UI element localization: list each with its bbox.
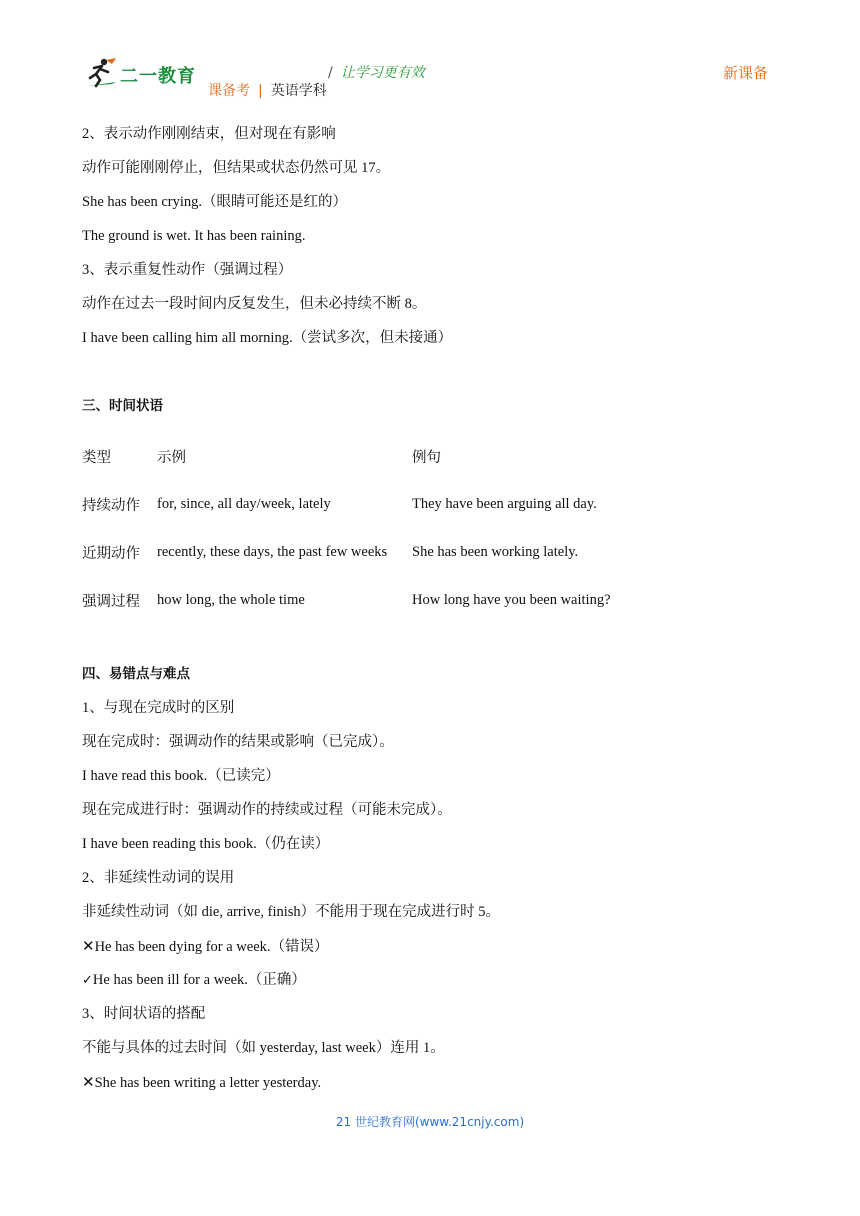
- logo: [82, 56, 196, 92]
- right-example: [82, 972, 782, 989]
- table-cell: for, since, all day/week, lately: [157, 495, 331, 512]
- table-cell: recently, these days, the past few weeks: [157, 543, 388, 560]
- table-row: [82, 528, 782, 576]
- wrong-example: [82, 1074, 782, 1091]
- text-line: She has been crying.（眼睛可能还是红的）: [82, 194, 347, 210]
- spacer: [82, 624, 782, 666]
- table-row: [82, 576, 782, 624]
- text-line: 现在完成时：强调动作的结果或影响（已完成）。: [82, 734, 394, 750]
- runner-logo-icon: [82, 56, 122, 90]
- table-cell: 持续动作: [82, 497, 140, 514]
- table-header-cell: 类型: [82, 449, 111, 466]
- text-line: I have read this book.（已读完）: [82, 768, 280, 784]
- text-line: 动作可能刚刚停止，但结果或状态仍然可见 17。: [82, 160, 391, 176]
- table-cell: They have been arguing all day.: [412, 495, 597, 512]
- table-cell: How long have you been waiting?: [412, 591, 611, 608]
- check-icon: ✓: [82, 973, 93, 988]
- course-label: [208, 80, 327, 100]
- text-line: The ground is wet. It has been raining.: [82, 228, 306, 244]
- slogan: [328, 62, 425, 82]
- slogan-text: 让学习更有效: [340, 65, 425, 81]
- example-text: He has been ill for a week.（正确）: [92, 972, 306, 988]
- time-adverbial-table: [82, 432, 782, 624]
- text-line: I have been calling him all morning.（尝试多次，但未接通）: [82, 330, 453, 346]
- section-heading: 四、易错点与难点: [82, 666, 190, 682]
- example-text: He has been dying for a week.（错误）: [94, 939, 329, 955]
- section-heading: 三、时间状语: [82, 398, 163, 414]
- spacer: [82, 364, 782, 398]
- text-line: 2、表示动作刚刚结束，但对现在有影响: [82, 126, 336, 142]
- text-line: 动作在过去一段时间内反复发生，但未必持续不断 8。: [82, 296, 427, 312]
- wrong-example: [82, 938, 782, 955]
- text-line: 3、时间状语的搭配: [82, 1006, 206, 1022]
- table-header-cell: 例句: [412, 449, 441, 466]
- right-tag: 新课备: [722, 64, 768, 82]
- table-header-cell: 示例: [157, 449, 186, 466]
- text-line: I have been reading this book.（仍在读）: [82, 836, 330, 852]
- text-line: 3、表示重复性动作（强调过程）: [82, 262, 293, 278]
- table-cell: how long, the whole time: [157, 591, 305, 608]
- table-cell: 近期动作: [82, 545, 140, 562]
- example-text: She has been writing a letter yesterday.: [94, 1075, 322, 1091]
- table-cell: 强调过程: [82, 593, 140, 610]
- table-row: [82, 480, 782, 528]
- table-header-row: [82, 432, 782, 480]
- page-header: [0, 0, 860, 110]
- footer-link[interactable]: 21 世纪教育网(www.21cnjy.com): [335, 1115, 525, 1129]
- cross-icon: ✕: [82, 937, 95, 955]
- text-line: 非延续性动词（如 die, arrive, finish）不能用于现在完成进行时 5。: [82, 904, 501, 920]
- text-line: 2、非延续性动词的误用: [82, 870, 235, 886]
- text-line: 现在完成进行时：强调动作的持续或过程（可能未完成）。: [82, 802, 452, 818]
- table-cell: She has been working lately.: [412, 543, 579, 560]
- text-line: 1、与现在完成时的区别: [82, 700, 235, 716]
- document-body: [82, 126, 782, 1108]
- slogan-slash: /: [328, 65, 333, 81]
- text-line: 不能与具体的过去时间（如 yesterday, last week）连用 1。: [82, 1040, 445, 1056]
- course-name: 课备考: [208, 83, 250, 99]
- separator: |: [258, 83, 263, 99]
- subject-name: 英语学科: [270, 83, 327, 99]
- logo-text: 二一教育: [120, 66, 196, 87]
- cross-icon: ✕: [82, 1073, 95, 1091]
